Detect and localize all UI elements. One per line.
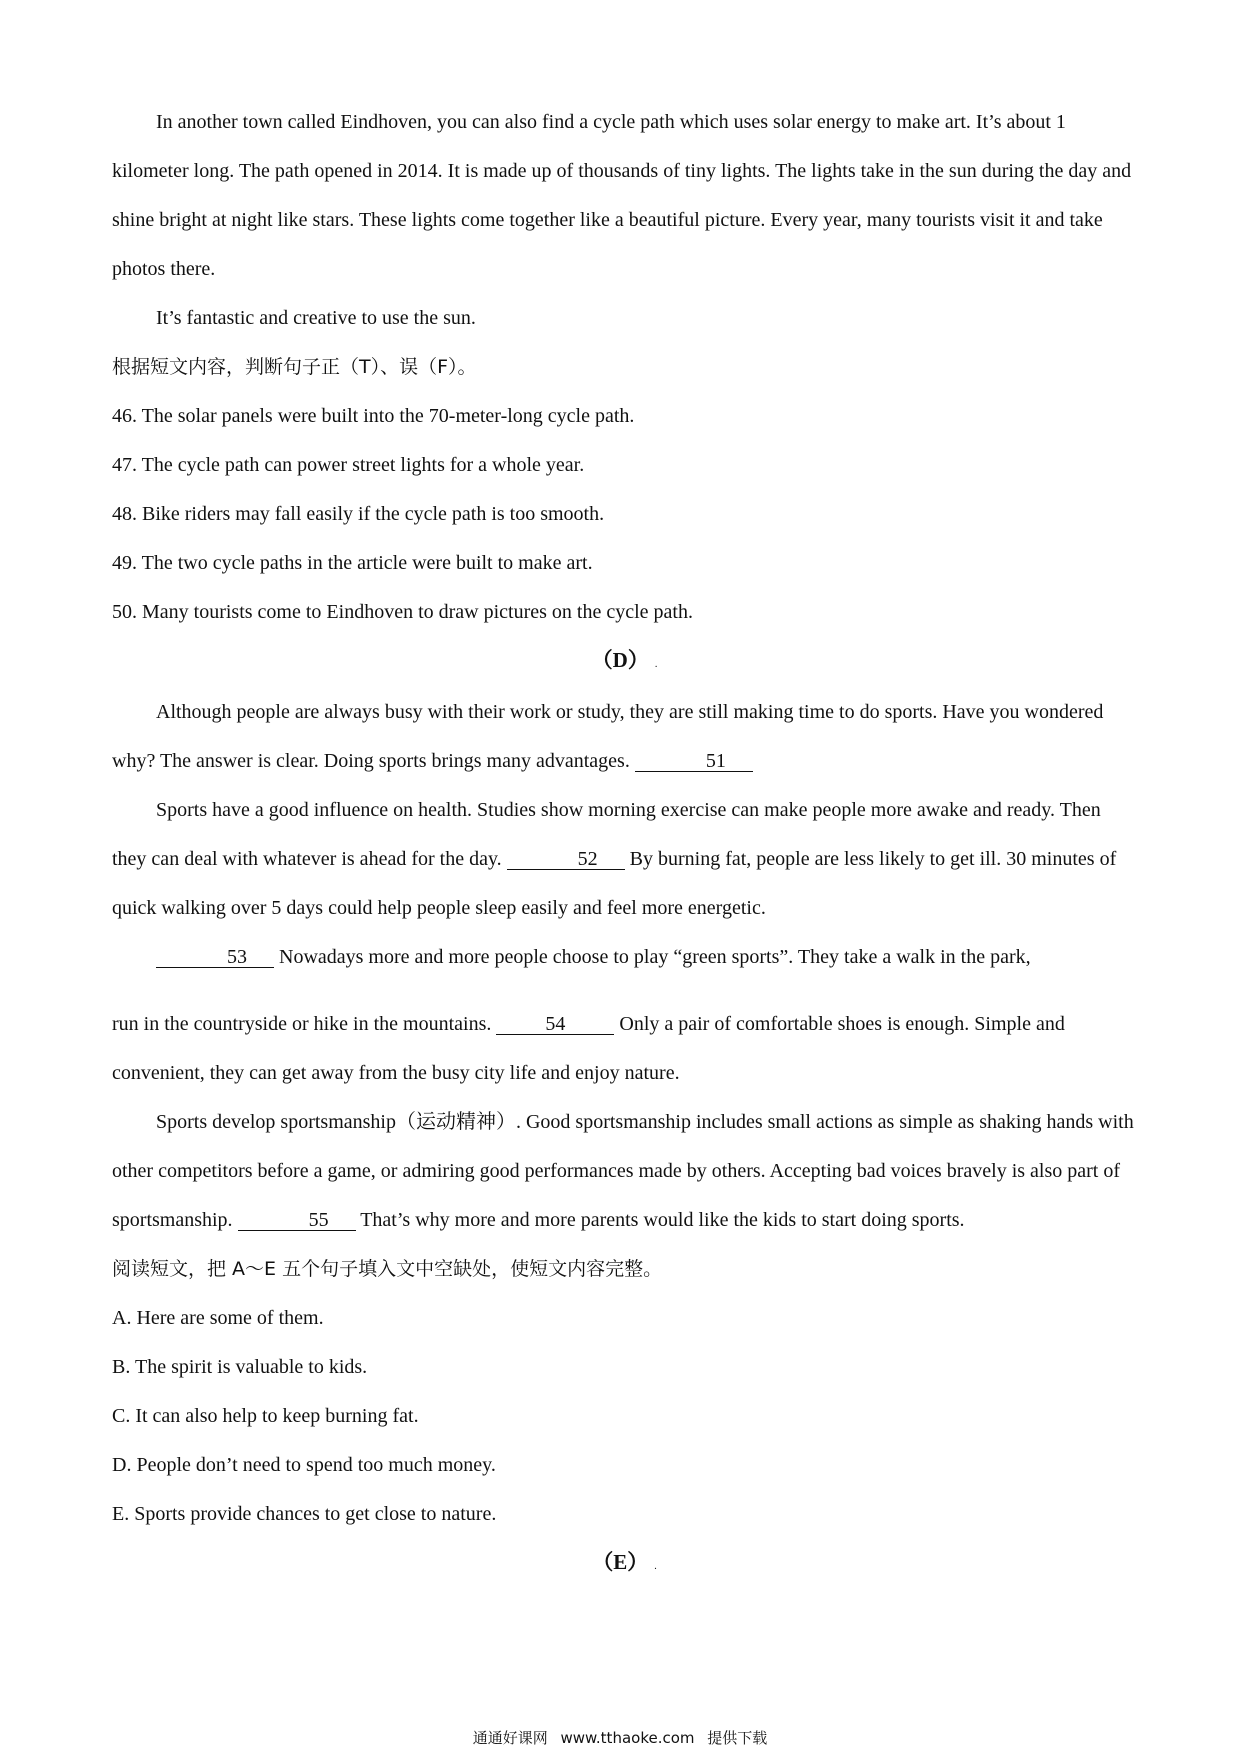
section-d-p3-text-b: run in the countryside or hike in the mountains. <box>112 1013 492 1035</box>
option-b: B. The spirit is valuable to kids. <box>112 1356 368 1378</box>
section-d-paragraph-2 <box>112 786 1137 933</box>
tf-item-50: 50. Many tourists come to Eindhoven to draw pictures on the cycle path. <box>112 601 693 623</box>
footer-site-name: 通通好课网 <box>472 1729 548 1747</box>
section-d-p2-text-b: By burning fat, people are less likely to get ill. 30 minutes of quick walking over 5 days could help people sleep easily and feel more energetic. <box>112 848 1117 919</box>
section-d-p1-text: Although people are always busy with their work or study, they are still making time to do sports. Have you wondered why? The answer is clear. Doing sports brings many advantages. <box>112 701 1104 772</box>
section-d-title-text: （D） <box>591 648 649 672</box>
option-e: E. Sports provide chances to get close to nature. <box>112 1503 497 1525</box>
section-d-paragraph-4 <box>112 1098 1137 1245</box>
section-d-p4-text-a: Sports develop sportsmanship（运动精神）. Good sportsmanship includes small actions as simple as shaking hands with other competitors before a game, or admiring good performances made by others. Accepting bad voices bravely is also part of sportsmanship. <box>112 1111 1134 1231</box>
section-e-title-dot: . <box>654 1561 657 1572</box>
blank-51[interactable]: 51 <box>635 751 753 772</box>
blank-54[interactable]: 54 <box>496 1014 614 1035</box>
blank-55[interactable]: 55 <box>238 1210 356 1231</box>
passage-c-conclusion: It’s fantastic and creative to use the sun. <box>156 307 476 329</box>
section-d-paragraph-3-line-1 <box>112 933 1137 982</box>
section-d-p3-text-a: Nowadays more and more people choose to play “green sports”. They take a walk in the park, <box>279 946 1031 968</box>
tf-item-47: 47. The cycle path can power street lights for a whole year. <box>112 454 585 476</box>
section-d-p4-text-b: That’s why more and more parents would like the kids to start doing sports. <box>360 1209 965 1231</box>
section-e-title <box>112 1539 1137 1590</box>
tf-item-49: 49. The two cycle paths in the article were built to make art. <box>112 552 593 574</box>
section-d-paragraph-1 <box>112 688 1137 786</box>
option-a: A. Here are some of them. <box>112 1307 324 1329</box>
tf-item-46: 46. The solar panels were built into the 70-meter-long cycle path. <box>112 405 635 427</box>
tf-item-48: 48. Bike riders may fall easily if the cycle path is too smooth. <box>112 503 605 525</box>
paragraph-gap <box>112 982 1137 1000</box>
section-d-title-dot: . <box>654 659 658 670</box>
section-d-p3-text-c: Only a pair of comfortable shoes is enough. Simple and convenient, they can get away from the busy city life and enjoy nature. <box>112 1013 1065 1084</box>
option-c: C. It can also help to keep burning fat. <box>112 1405 419 1427</box>
section-d-title <box>112 637 1137 688</box>
footer-url[interactable]: www.tthaoke.com <box>560 1729 695 1747</box>
passage-c-paragraph: In another town called Eindhoven, you can also find a cycle path which uses solar energy to make art. It’s about 1 kilometer long. The path opened in 2014. It is made up of thousands of tiny lights. The lights take in the sun during the day and shine bright at night like stars. These lights come together like a beautiful picture. Every year, many tourists visit it and take photos there. <box>112 111 1132 280</box>
section-d-p2-text-a: Sports have a good influence on health. Studies show morning exercise can make people more awake and ready. Then they can deal with whatever is ahead for the day. <box>112 799 1101 870</box>
blank-52[interactable]: 52 <box>507 849 625 870</box>
section-e-title-text: （E） <box>592 1550 649 1574</box>
blank-53[interactable]: 53 <box>156 947 274 968</box>
page-footer <box>0 1728 1240 1748</box>
section-d-paragraph-3-rest <box>112 1000 1137 1098</box>
section-d-instruction: 阅读短文，把 A～E 五个句子填入文中空缺处，使短文内容完整。 <box>112 1258 663 1280</box>
footer-note: 提供下载 <box>707 1729 768 1747</box>
tf-instruction: 根据短文内容，判断句子正（T）、误（F）。 <box>112 356 477 378</box>
option-d: D. People don’t need to spend too much money. <box>112 1454 496 1476</box>
document-body <box>112 98 1137 1590</box>
